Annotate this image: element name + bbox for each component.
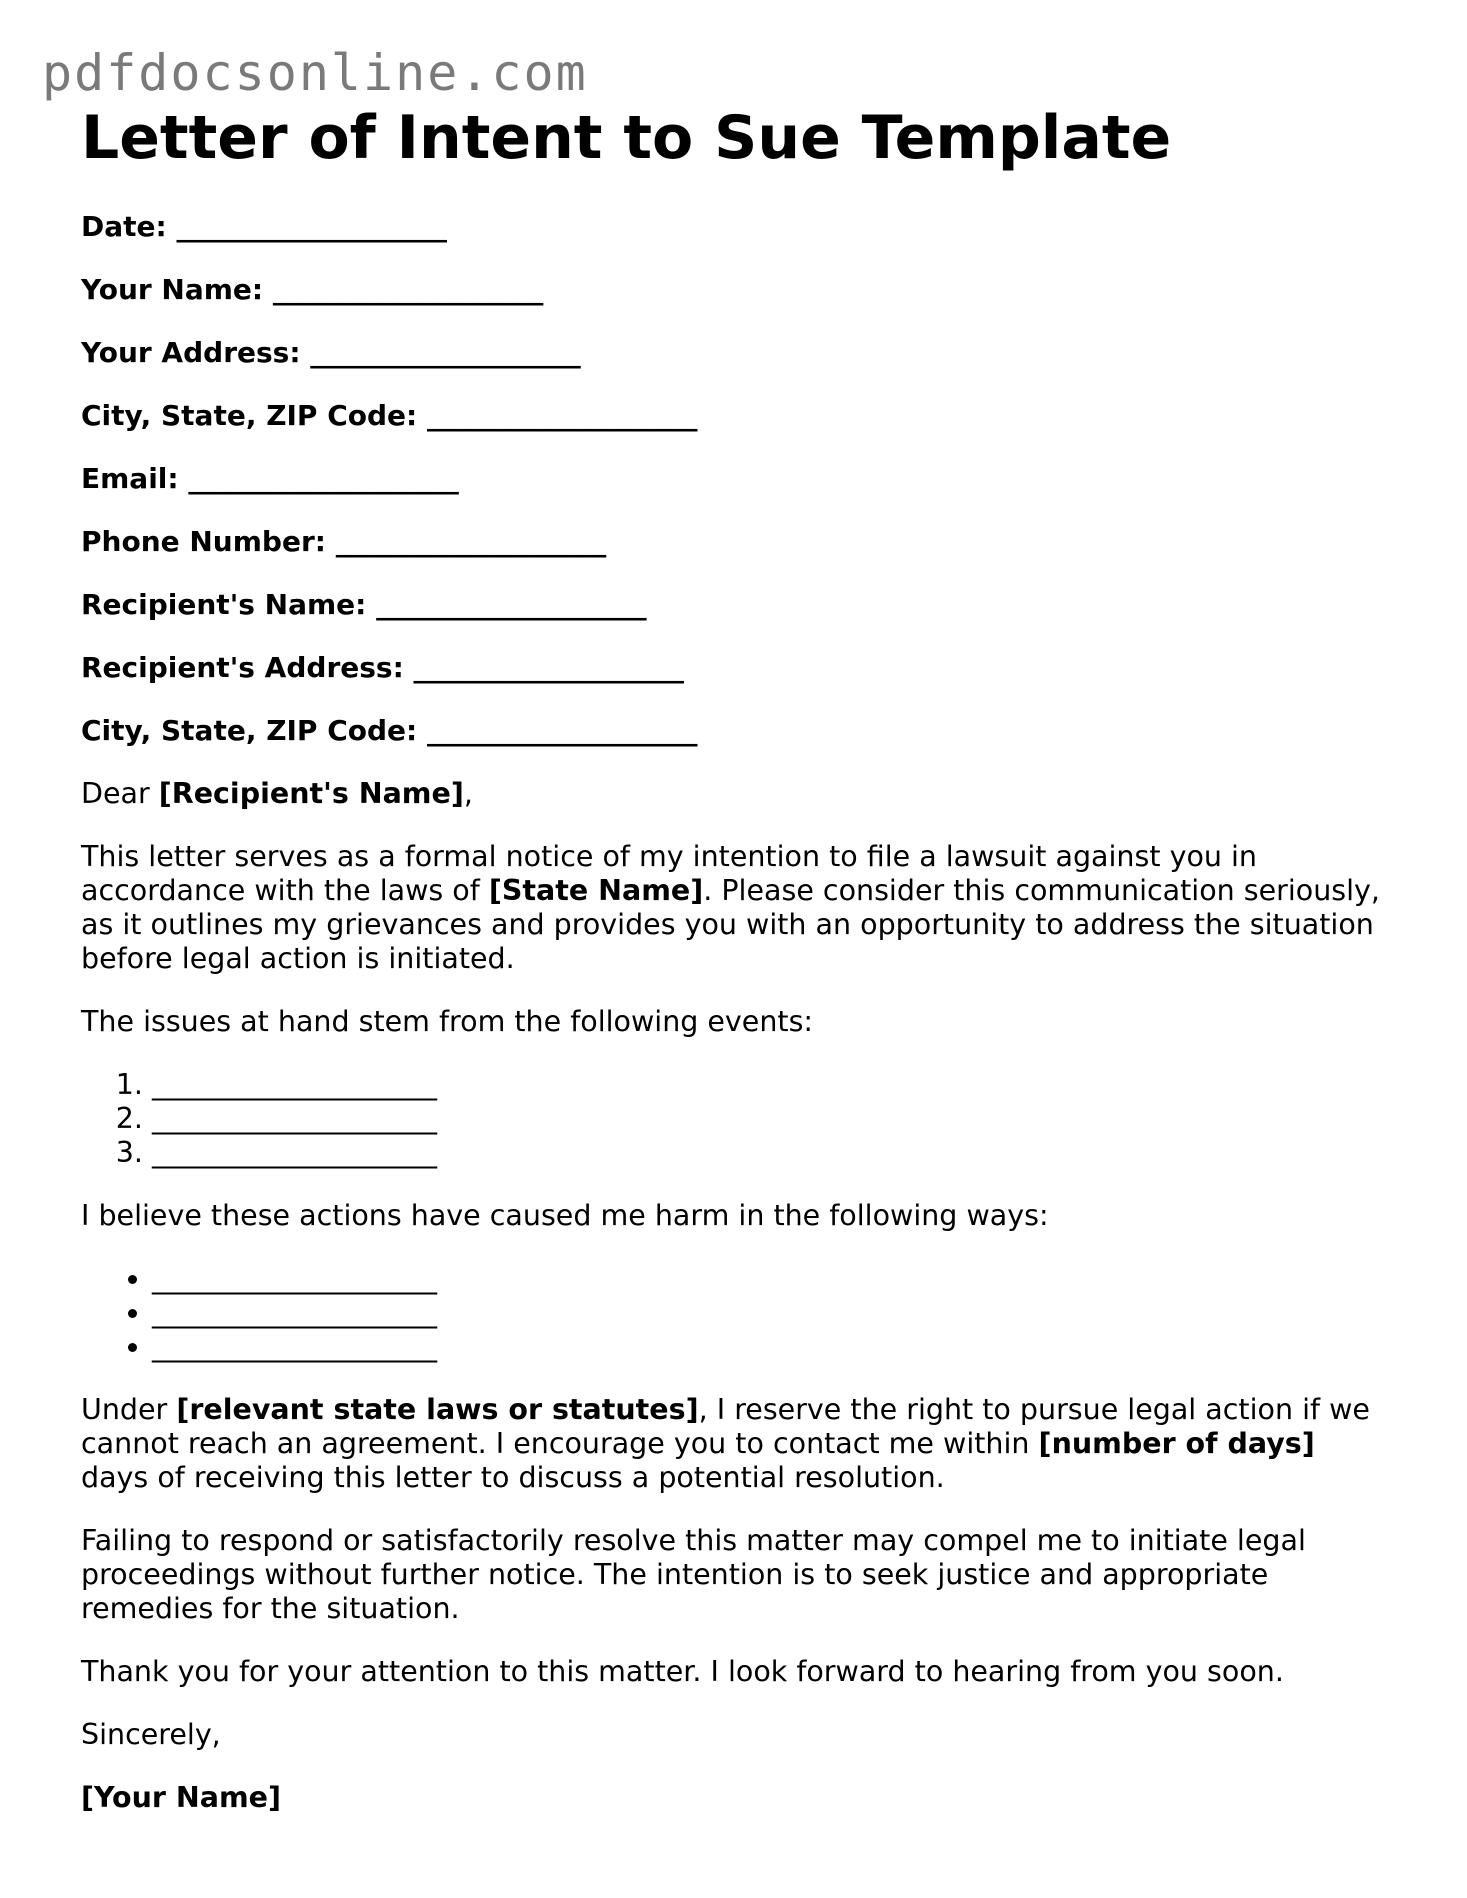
- field-label: Recipient's Name:: [81, 588, 367, 621]
- text: . Please consider this communication seriously, as it outlines my grievances and provides you with an opportunity to address the situation before legal action is initiated.: [81, 874, 1380, 975]
- field-recipient-city-state-zip: [81, 714, 1391, 748]
- list-item: 3. ____________________: [152, 1136, 1391, 1170]
- fill-in-blank: ____________________: [272, 273, 543, 306]
- field-recipient-address: [81, 651, 1391, 685]
- list-item: • ____________________: [152, 1330, 1391, 1364]
- field-label: Your Address:: [81, 336, 301, 369]
- watermark: pdfdocsonline.com: [42, 44, 588, 102]
- text: , I reserve the right to pursue legal action if we cannot reach an agreement. I encourage you to contact me within: [81, 1393, 1370, 1460]
- field-date: [81, 210, 1391, 244]
- paragraph-legal-action: [81, 1393, 1391, 1495]
- field-label: Date:: [81, 210, 167, 243]
- fill-in-blank: ____________________: [426, 714, 697, 747]
- salutation-suffix: ,: [463, 777, 473, 810]
- list-item: • ____________________: [152, 1296, 1391, 1330]
- field-your-address: [81, 336, 1391, 370]
- field-recipient-name: [81, 588, 1391, 622]
- fill-in-blank: ____________________: [335, 525, 606, 558]
- salutation-prefix: Dear: [81, 777, 159, 810]
- field-email: [81, 462, 1391, 496]
- paragraph-intro: [81, 840, 1391, 976]
- field-label: Email:: [81, 462, 179, 495]
- letter-body: [81, 104, 1391, 1815]
- field-label: City, State, ZIP Code:: [81, 399, 418, 432]
- fill-in-blank: ____________________: [310, 336, 581, 369]
- signature-name: [Your Name]: [81, 1781, 282, 1814]
- placeholder-statutes: [relevant state laws or statutes]: [176, 1393, 699, 1426]
- text: Under: [81, 1393, 177, 1426]
- closing: Sincerely,: [81, 1718, 221, 1751]
- fill-in-blank: ____________________: [376, 588, 647, 621]
- page-title: Letter of Intent to Sue Template: [81, 103, 1172, 173]
- paragraph-thanks: Thank you for your attention to this matter. I look forward to hearing from you soon.: [81, 1655, 1284, 1688]
- fill-in-blank: ____________________: [413, 651, 684, 684]
- field-your-name: [81, 273, 1391, 307]
- harm-list: [81, 1262, 1391, 1364]
- events-intro: The issues at hand stem from the following events:: [81, 1005, 814, 1038]
- list-item: • ____________________: [152, 1262, 1391, 1296]
- fill-in-blank: ____________________: [426, 399, 697, 432]
- field-label: Recipient's Address:: [81, 651, 404, 684]
- field-label: City, State, ZIP Code:: [81, 714, 418, 747]
- fill-in-blank: ____________________: [188, 462, 459, 495]
- list-item: 1. ____________________: [152, 1068, 1391, 1102]
- fill-in-blank: ____________________: [176, 210, 447, 243]
- paragraph-consequence: Failing to respond or satisfactorily resolve this matter may compel me to initiate legal proceedings without further notice. The intention is to seek justice and appropriate remedies for the situation.: [81, 1524, 1306, 1625]
- placeholder-state-name: [State Name]: [488, 874, 704, 907]
- field-phone-number: [81, 525, 1391, 559]
- salutation-name: [Recipient's Name]: [158, 777, 464, 810]
- salutation: [81, 777, 1391, 811]
- text: This letter serves as a formal notice of my intention to file a lawsuit against you in accordance with the laws of: [81, 840, 1257, 907]
- text: days of receiving this letter to discuss a potential resolution.: [81, 1461, 945, 1494]
- placeholder-number-of-days: [number of days]: [1038, 1427, 1315, 1460]
- list-item: 2. ____________________: [152, 1102, 1391, 1136]
- field-label: Phone Number:: [81, 525, 326, 558]
- field-your-city-state-zip: [81, 399, 1391, 433]
- field-label: Your Name:: [81, 273, 264, 306]
- harm-intro: I believe these actions have caused me harm in the following ways:: [81, 1199, 1049, 1232]
- events-list: [81, 1068, 1391, 1170]
